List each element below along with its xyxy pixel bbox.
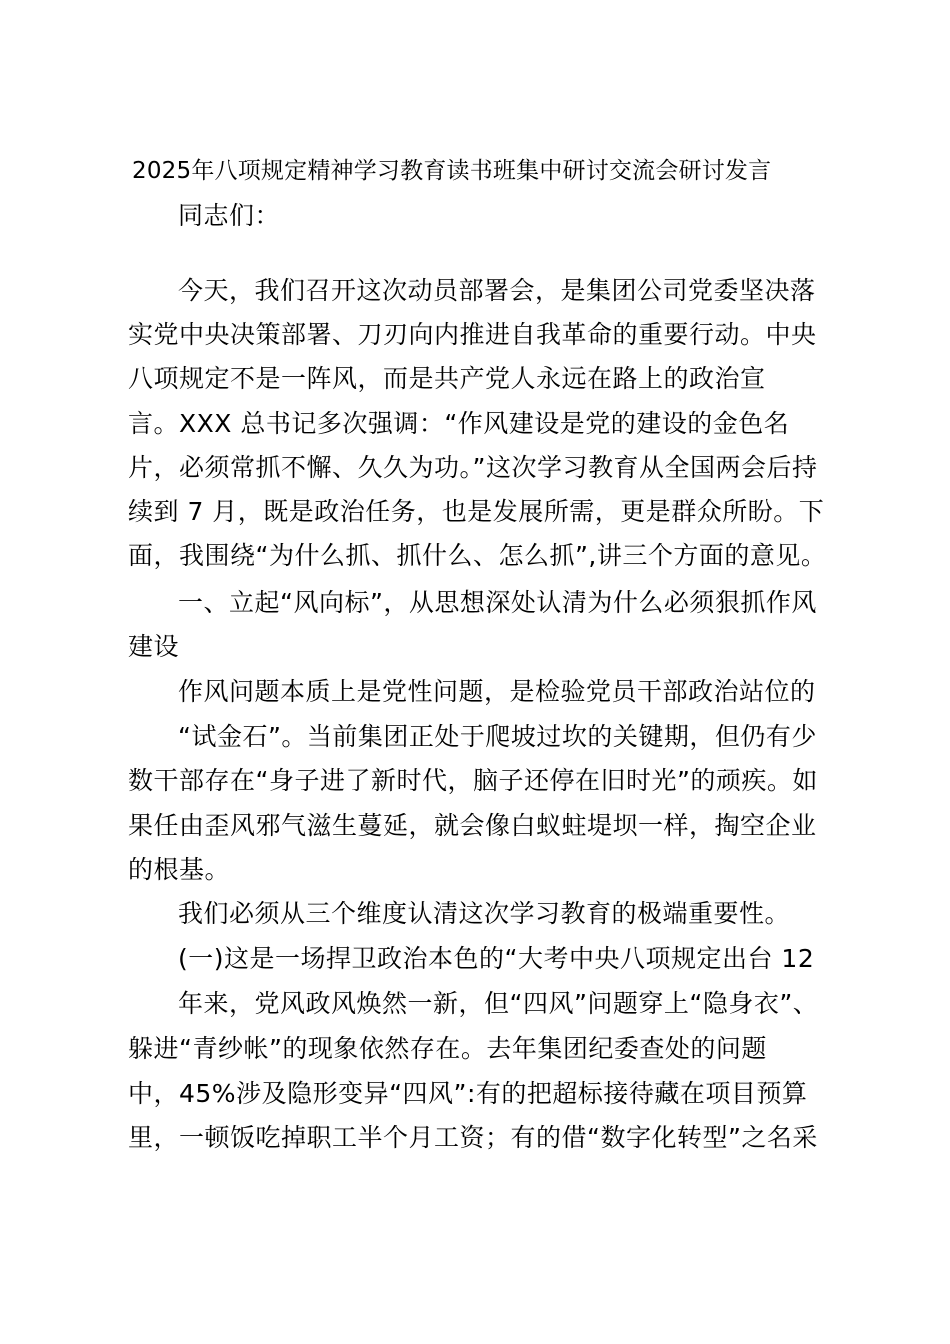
paragraph-line: 里，一顿饭吃掉职工半个月工资；有的借“数字化转型”之名采	[128, 1123, 818, 1152]
paragraph-line: 续到 7 月，既是政治任务，也是发展所需，更是群众所盼。下	[128, 497, 825, 526]
paragraph-line: 果任由歪风邪气滋生蔓延，就会像白蚁蛀堤坝一样，掏空企业	[128, 811, 817, 840]
paragraph-line: 言。XXX 总书记多次强调：“作风建设是党的建设的金色名	[128, 409, 790, 438]
paragraph-line: 今天，我们召开这次动员部署会，是集团公司党委坚决落	[178, 276, 816, 305]
paragraph-line: 片，必须常抓不懈、久久为功。”这次学习教育从全国两会后持	[128, 453, 818, 482]
section-heading: 一、立起“风向标”，从思想深处认清为什么必须狠抓作风	[178, 588, 817, 617]
paragraph-line: 年来，党风政风焕然一新，但“四风”问题穿上“隐身衣”、	[178, 989, 819, 1018]
paragraph-line: 作风问题本质上是党性问题，是检验党员干部政治站位的	[178, 677, 816, 706]
paragraph-line: 面，我围绕“为什么抓、抓什么、怎么抓”,讲三个方面的意见。	[128, 541, 827, 570]
paragraph-line: 实党中央决策部署、刀刃向内推进自我革命的重要行动。中央	[128, 320, 817, 349]
paragraph-line: 数干部存在“身子进了新时代，脑子还停在旧时光”的顽疾。如	[128, 766, 818, 795]
paragraph-line: 的根基。	[128, 855, 231, 884]
section-heading: 建设	[128, 632, 180, 661]
paragraph-line: 躲进“青纱帐”的现象依然存在。去年集团纪委查处的问题	[128, 1034, 767, 1063]
paragraph-line: 我们必须从三个维度认清这次学习教育的极端重要性。	[178, 899, 791, 928]
document-title: 2025年八项规定精神学习教育读书班集中研讨交流会研讨发言	[132, 158, 772, 184]
paragraph-line: “试金石”。当前集团正处于爬坡过坎的关键期，但仍有少	[178, 722, 817, 751]
salutation: 同志们：	[178, 201, 281, 230]
paragraph-line: 八项规定不是一阵风，而是共产党人永远在路上的政治宣	[128, 364, 766, 393]
subsection-heading: (一)这是一场捍卫政治本色的“大考中央八项规定出台 12	[178, 944, 815, 973]
paragraph-line: 中，45%涉及隐形变异“四风”:有的把超标接待藏在项目预算	[128, 1079, 808, 1108]
